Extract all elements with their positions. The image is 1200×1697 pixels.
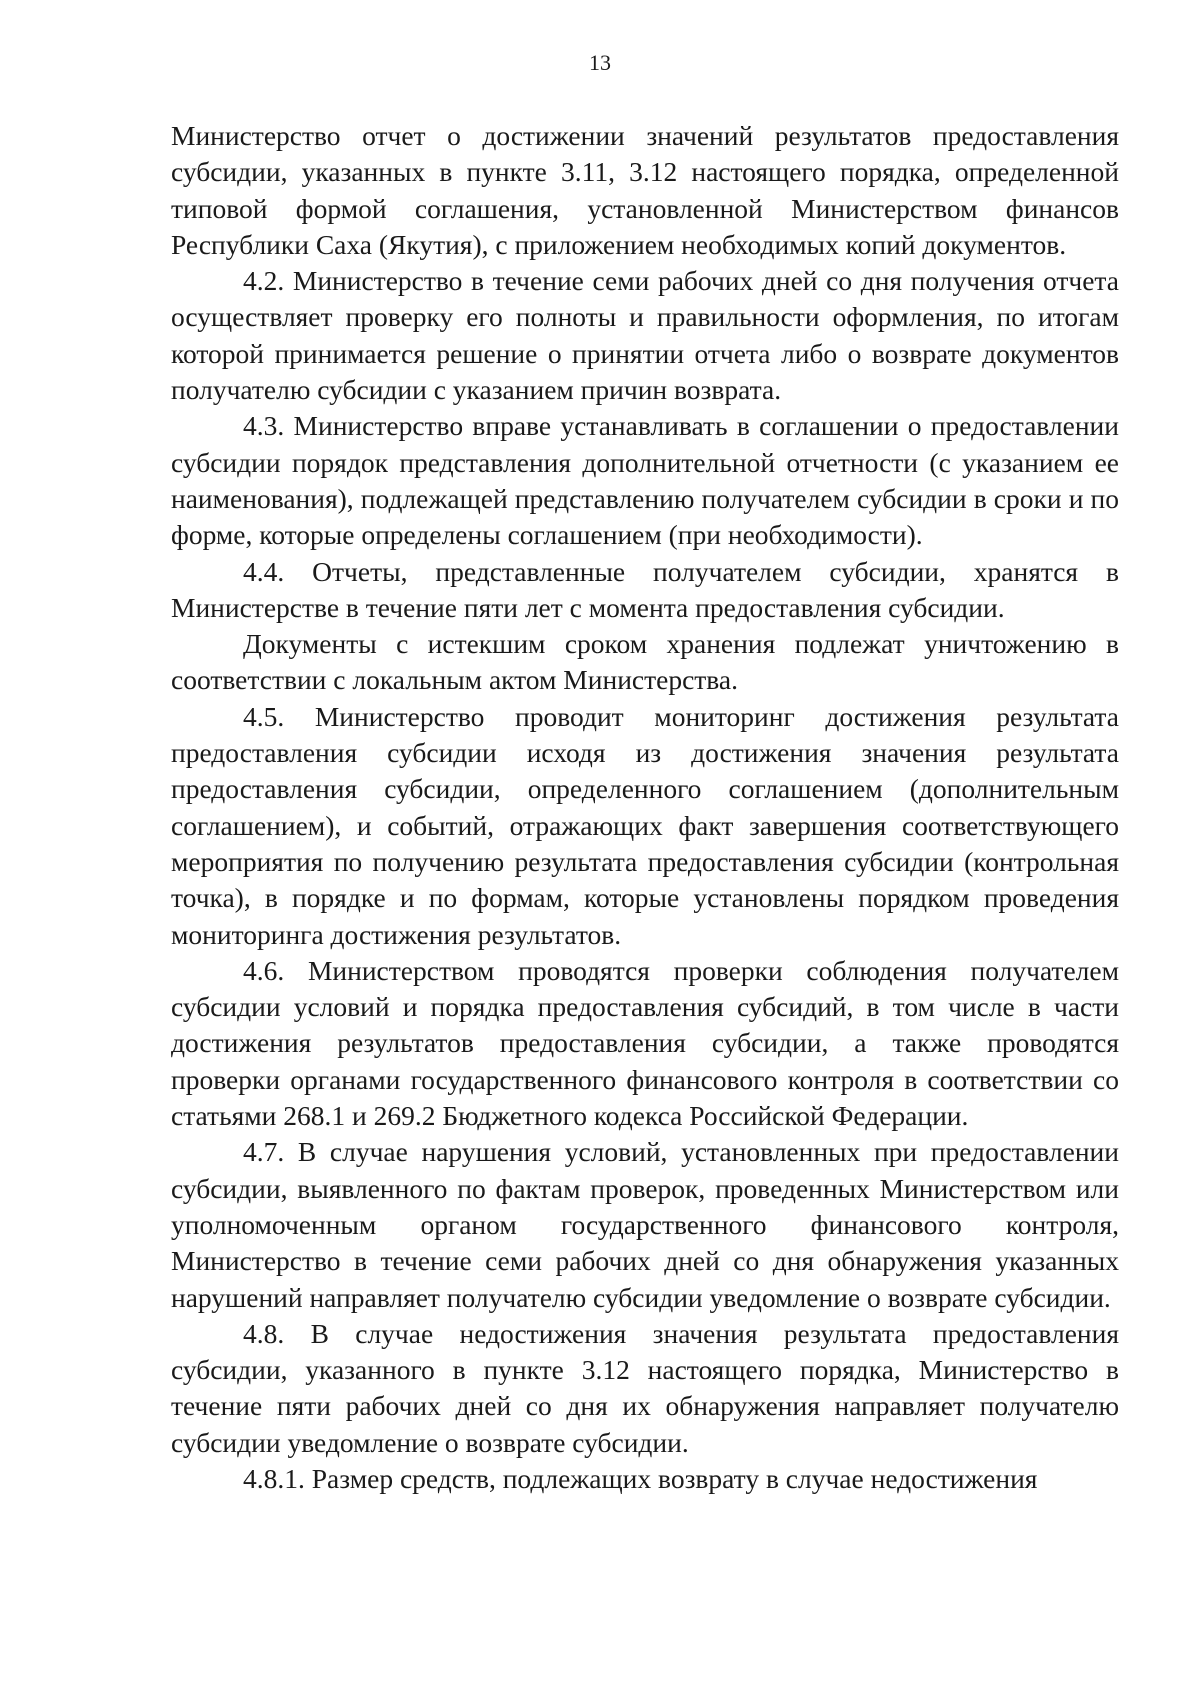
paragraph-4-2: 4.2. Министерство в течение семи рабочих дней со дня получения отчета осуществляет проверку его полноты и правильности оформления, по итогам которой принимается решение о принятии отчета либо о возврате документов получателю субсидии с указанием причин возврата. xyxy=(171,265,1119,406)
paragraph-4-5: 4.5. Министерство проводит мониторинг достижения результата предоставления субсидии исходя из достижения значения результата предоставления субсидии, определенного соглашением (дополнительным соглашением), и событий, отражающих факт завершения соответствующего мероприятия по получению результата предоставления субсидии (контрольная точка), в порядке и по формам, которые установлены порядком проведения мониторинга достижения результатов. xyxy=(171,700,1119,950)
paragraph-4-8: 4.8. В случае недостижения значения результата предоставления субсидии, указанного в пункте 3.12 настоящего порядка, Министерство в течение пяти рабочих дней со дня их обнаружения направляет получателю субсидии уведомление о возврате субсидии. xyxy=(171,1317,1119,1458)
paragraph-4-7: 4.7. В случае нарушения условий, установленных при предоставлении субсидии, выявленного по фактам проверок, проведенных Министерством или уполномоченным органом государственного финансового контроля, Министерство в течение семи рабочих дней со дня обнаружения указанных нарушений направляет получателю субсидии уведомление о возврате субсидии. xyxy=(171,1136,1119,1313)
paragraph-4-4: 4.4. Отчеты, представленные получателем субсидии, хранятся в Министерстве в течение пяти лет с момента предоставления субсидии. xyxy=(171,555,1119,623)
paragraph-4-8-1: 4.8.1. Размер средств, подлежащих возврату в случае недостижения xyxy=(243,1462,1038,1494)
paragraph-4-6: 4.6. Министерством проводятся проверки соблюдения получателем субсидии условий и порядка предоставления субсидий, в том числе в части достижения результатов предоставления субсидии, а также проводятся проверки органами государственного финансового контроля в соответствии со статьями 268.1 и 269.2 Бюджетного кодекса Российской Федерации. xyxy=(171,954,1119,1132)
document-body xyxy=(171,118,1119,1497)
paragraph-4-3: 4.3. Министерство вправе устанавливать в соглашении о предоставлении субсидии порядок представления дополнительной отчетности (с указанием ее наименования), подлежащей представлению получателем субсидии в сроки и по форме, которые определены соглашением (при необходимости). xyxy=(171,410,1119,551)
paragraph-4-4-documents: Документы с истекшим сроком хранения подлежат уничтожению в соответствии с локальным актом Министерства. xyxy=(171,628,1119,696)
page-number: 13 xyxy=(589,50,611,75)
paragraph-continuation: Министерство отчет о достижении значений результатов предоставления субсидии, указанных в пункте 3.11, 3.12 настоящего порядка, определенной типовой формой соглашения, установленной Министерством финансов Республики Саха (Якутия), с приложением необходимых копий документов. xyxy=(171,120,1119,260)
